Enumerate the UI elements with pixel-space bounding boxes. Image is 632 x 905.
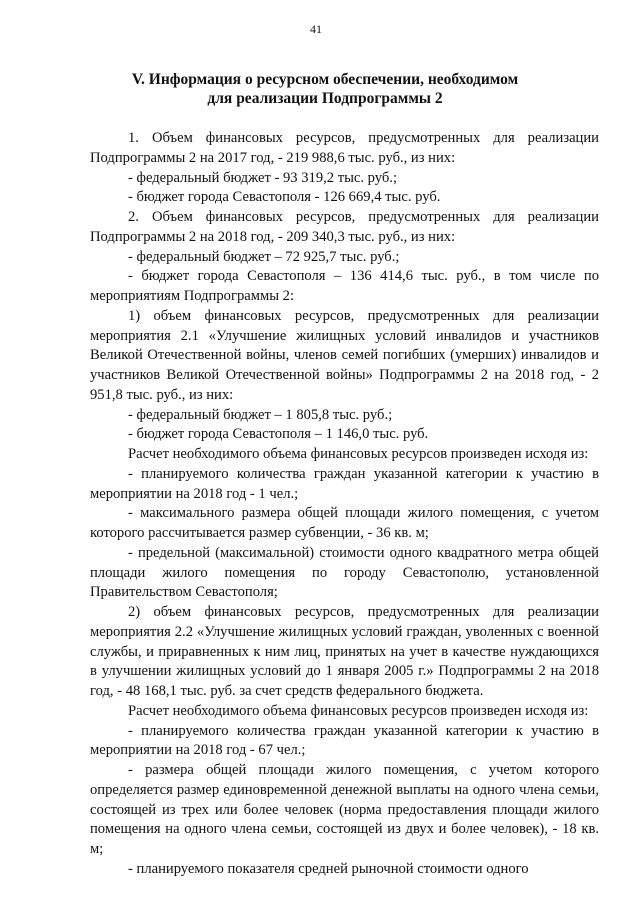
section-heading-line-2: для реализации Подпрограммы 2 [207,90,443,107]
paragraph-9: - бюджет города Севастополя – 1 146,0 тыс. руб. [128,426,429,443]
paragraph-10: Расчет необходимого объема финансовых ресурсов произведен исходя из: [128,446,589,462]
paragraph-17: - размера общей площади жилого помещения, с учетом которого определяется размер единовременной денежной выплаты на одного члена семьи, состоящей из трех или более человек (норма предоставления площади жилого помещения на одного члена семьи, состоящей из двух и более человек), - 18 кв. м; [90,762,599,857]
paragraph-8: - федеральный бюджет – 1 805,8 тыс. руб.; [128,406,393,423]
paragraph-12: - максимального размера общей площади жилого помещения, с учетом которого рассчитывается размер субвенции, - 36 кв. м; [90,505,599,541]
paragraph-6: - бюджет города Севастополя – 136 414,6 тыс. руб., в том числе по мероприятиям Подпрограммы 2: [90,268,599,304]
paragraph-7: 1) объем финансовых ресурсов, предусмотренных для реализации мероприятия 2.1 «Улучшение жилищных условий инвалидов и участников Великой Отечественной войны, членов семей погибших (умерших) инвалидов и участников Великой Отечественной войны» Подпрограммы 2 на 2018 год, - 2 951,8 тыс. руб., из них: [90,307,599,403]
section-heading [90,70,560,108]
paragraph-4: 2. Объем финансовых ресурсов, предусмотренных для реализации Подпрограммы 2 на 2018 год, - 209 340,3 тыс. руб., из них: [90,209,599,245]
page-number: 41 [310,22,322,36]
body-text [90,129,599,880]
paragraph-3: - бюджет города Севастополя - 126 669,4 тыс. руб. [128,189,441,206]
paragraph-5: - федеральный бюджет – 72 925,7 тыс. руб.; [128,248,400,265]
paragraph-18: - планируемого показателя средней рыночной стоимости одного [128,860,529,877]
paragraph-1: 1. Объем финансовых ресурсов, предусмотренных для реализации Подпрограммы 2 на 2017 год, - 219 988,6 тыс. руб., из них: [90,130,599,166]
paragraph-13: - предельной (максимальной) стоимости одного квадратного метра общей площади жилого помещения по городу Севастополю, установленной Правительством Севастополя; [90,544,599,601]
paragraph-15: Расчет необходимого объема финансовых ресурсов произведен исходя из: [128,702,589,719]
paragraph-14: 2) объем финансовых ресурсов, предусмотренных для реализации мероприятия 2.2 «Улучшение жилищных условий граждан, уволенных с военной службы, и приравненных к ним лиц, принятых на учет в качестве нуждающихся в улучшении жилищных условий до 1 января 2005 г.» Подпрограммы 2 на 2018 год, - 48 168,1 тыс. руб. за счет средств федерального бюджета. [90,604,599,699]
paragraph-2: - федеральный бюджет - 93 319,2 тыс. руб.; [128,169,398,186]
paragraph-11: - планируемого количества граждан указанной категории к участию в мероприятии на 2018 год - 1 чел.; [90,465,599,502]
section-heading-line-1: V. Информация о ресурсном обеспечении, необходимом [131,71,519,88]
paragraph-16: - планируемого количества граждан указанной категории к участию в мероприятии на 2018 год - 67 чел.; [90,722,599,759]
